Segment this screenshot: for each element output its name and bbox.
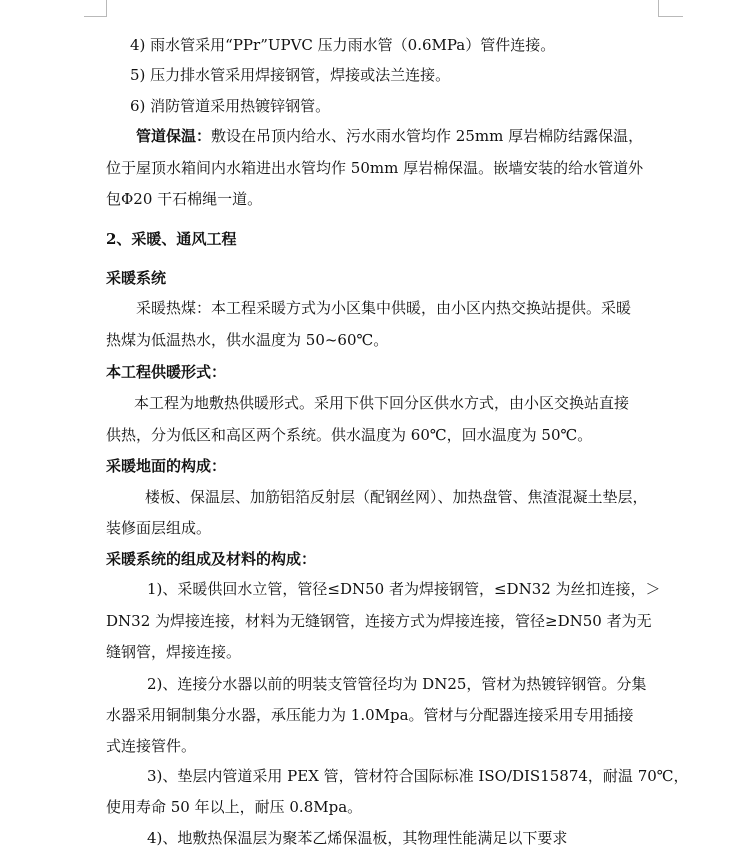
- crop-mark-top-left-horizontal: [84, 16, 106, 18]
- paragraph-line: 2)、连接分水器以前的明装支管管径均为 DN25，管材为热镀锌钢管。分集: [147, 675, 647, 693]
- pipe-insulation-text: 敷设在吊顶内给水、污水雨水管均作 25mm 厚岩棉防结露保温，: [211, 127, 644, 145]
- subheading-floor-composition: 采暖地面的构成：: [106, 457, 227, 475]
- subheading-heating-system: 采暖系统: [106, 269, 167, 287]
- list-item-6: 6) 消防管道采用热镀锌钢管。: [130, 97, 331, 115]
- paragraph-line: 1)、采暖供回水立管，管径≤DN50 者为焊接钢管，≤DN32 为丝扣连接，＞: [147, 580, 661, 598]
- paragraph-line: 装修面层组成。: [106, 519, 212, 537]
- paragraph-line: 位于屋顶水箱间内水箱进出水管均作 50mm 厚岩棉保温。嵌墙安装的给水管道外: [106, 159, 644, 177]
- subheading-heating-form: 本工程供暖形式：: [106, 363, 227, 381]
- paragraph-line: 水器采用铜制集分水器，承压能力为 1.0Mpa。管材与分配器连接采用专用插接: [106, 706, 634, 724]
- subheading-system-materials: 采暖系统的组成及材料的构成：: [106, 550, 317, 568]
- paragraph-line: 采暖热煤：本工程采暖方式为小区集中供暖，由小区内热交换站提供。采暖: [136, 299, 632, 317]
- paragraph-line: 本工程为地敷热供暖形式。采用下供下回分区供水方式，由小区交换站直接: [134, 394, 630, 412]
- crop-mark-top-right-horizontal: [659, 16, 683, 18]
- paragraph-line: 热煤为低温热水，供水温度为 50~60℃。: [106, 331, 389, 349]
- paragraph-line: DN32 为焊接连接，材料为无缝钢管，连接方式为焊接连接，管径≥DN50 者为无: [106, 612, 652, 630]
- paragraph-line: 使用寿命 50 年以上，耐压 0.8Mpa。: [106, 798, 363, 816]
- paragraph-line: 缝钢管，焊接连接。: [106, 643, 242, 661]
- pipe-insulation-heading: 管道保温：: [136, 127, 212, 145]
- paragraph-line: 楼板、保温层、加筋铝箔反射层（配钢丝网）、加热盘管、焦渣混凝土垫层，: [145, 488, 648, 506]
- list-item-5: 5) 压力排水管采用焊接钢管，焊接或法兰连接。: [130, 66, 451, 84]
- paragraph-line: 式连接管件。: [106, 737, 197, 755]
- list-item-4: 4) 雨水管采用“PPr”UPVC 压力雨水管（0.6MPa）管件连接。: [130, 36, 556, 54]
- paragraph-line: 包Φ20 干石棉绳一道。: [106, 190, 263, 208]
- paragraph-line: 供热，分为低区和高区两个系统。供水温度为 60℃，回水温度为 50℃。: [106, 426, 593, 444]
- pipe-insulation-paragraph: [136, 126, 643, 146]
- section-heading: 2、采暖、通风工程: [106, 230, 237, 248]
- crop-mark-top-right: [658, 0, 660, 17]
- crop-mark-top-left: [106, 0, 108, 17]
- paragraph-line: 4)、地敷热保温层为聚苯乙烯保温板，其物理性能满足以下要求: [147, 829, 568, 847]
- paragraph-line: 3)、垫层内管道采用 PEX 管，管材符合国际标准 ISO/DIS15874，耐温 70℃，: [147, 767, 689, 785]
